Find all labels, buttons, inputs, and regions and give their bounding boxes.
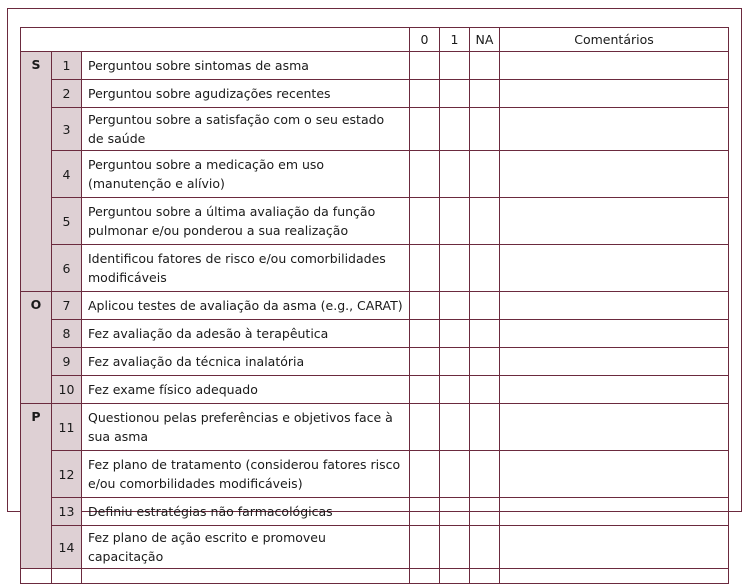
empty-cell xyxy=(410,569,440,584)
na-cell[interactable] xyxy=(470,80,500,108)
empty-cell xyxy=(470,569,500,584)
item-text: Questionou pelas preferências e objetivos face à sua asma xyxy=(82,404,410,451)
score-1-cell[interactable] xyxy=(440,451,470,498)
na-cell[interactable] xyxy=(470,404,500,451)
na-cell[interactable] xyxy=(470,348,500,376)
item-number: 5 xyxy=(52,198,82,245)
checklist-row xyxy=(21,292,729,320)
score-0-cell[interactable] xyxy=(410,320,440,348)
item-text: Perguntou sobre agudizações recentes xyxy=(82,80,410,108)
item-text: Fez plano de ação escrito e promoveu capacitação xyxy=(82,526,410,569)
empty-cell xyxy=(82,569,410,584)
checklist-row xyxy=(21,348,729,376)
checklist-row xyxy=(21,80,729,108)
comments-cell[interactable] xyxy=(500,80,729,108)
checklist-row xyxy=(21,108,729,151)
na-cell[interactable] xyxy=(470,245,500,292)
na-cell[interactable] xyxy=(470,376,500,404)
item-number: 10 xyxy=(52,376,82,404)
score-1-cell[interactable] xyxy=(440,108,470,151)
score-0-cell[interactable] xyxy=(410,498,440,526)
score-1-cell[interactable] xyxy=(440,151,470,198)
score-1-cell[interactable] xyxy=(440,498,470,526)
score-0-cell[interactable] xyxy=(410,245,440,292)
checklist-row xyxy=(21,498,729,526)
comments-cell[interactable] xyxy=(500,348,729,376)
checklist-row xyxy=(21,376,729,404)
comments-cell[interactable] xyxy=(500,108,729,151)
score-1-cell[interactable] xyxy=(440,292,470,320)
header-score-0: 0 xyxy=(410,28,440,52)
category-letter: S xyxy=(21,52,52,292)
na-cell[interactable] xyxy=(470,498,500,526)
item-number: 11 xyxy=(52,404,82,451)
comments-cell[interactable] xyxy=(500,151,729,198)
score-0-cell[interactable] xyxy=(410,451,440,498)
comments-cell[interactable] xyxy=(500,292,729,320)
item-text: Fez avaliação da técnica inalatória xyxy=(82,348,410,376)
score-0-cell[interactable] xyxy=(410,376,440,404)
score-0-cell[interactable] xyxy=(410,151,440,198)
comments-cell[interactable] xyxy=(500,245,729,292)
item-number: 2 xyxy=(52,80,82,108)
na-cell[interactable] xyxy=(470,320,500,348)
score-0-cell[interactable] xyxy=(410,404,440,451)
category-letter: P xyxy=(21,404,52,569)
checklist-row xyxy=(21,245,729,292)
checklist-row xyxy=(21,320,729,348)
header-score-1: 1 xyxy=(440,28,470,52)
comments-cell[interactable] xyxy=(500,451,729,498)
score-1-cell[interactable] xyxy=(440,348,470,376)
score-0-cell[interactable] xyxy=(410,52,440,80)
na-cell[interactable] xyxy=(470,292,500,320)
item-number: 4 xyxy=(52,151,82,198)
header-na: NA xyxy=(470,28,500,52)
comments-cell[interactable] xyxy=(500,320,729,348)
score-0-cell[interactable] xyxy=(410,108,440,151)
score-1-cell[interactable] xyxy=(440,245,470,292)
score-0-cell[interactable] xyxy=(410,198,440,245)
score-1-cell[interactable] xyxy=(440,320,470,348)
item-number: 7 xyxy=(52,292,82,320)
score-1-cell[interactable] xyxy=(440,526,470,569)
item-text: Perguntou sobre sintomas de asma xyxy=(82,52,410,80)
na-cell[interactable] xyxy=(470,108,500,151)
item-number: 13 xyxy=(52,498,82,526)
comments-cell[interactable] xyxy=(500,498,729,526)
na-cell[interactable] xyxy=(470,151,500,198)
na-cell[interactable] xyxy=(470,52,500,80)
header-row xyxy=(21,28,729,52)
item-number: 14 xyxy=(52,526,82,569)
score-0-cell[interactable] xyxy=(410,348,440,376)
item-number: 3 xyxy=(52,108,82,151)
na-cell[interactable] xyxy=(470,198,500,245)
item-text: Perguntou sobre a medicação em uso (manutenção e alívio) xyxy=(82,151,410,198)
comments-cell[interactable] xyxy=(500,526,729,569)
score-1-cell[interactable] xyxy=(440,80,470,108)
item-number: 8 xyxy=(52,320,82,348)
comments-cell[interactable] xyxy=(500,404,729,451)
item-text: Perguntou sobre a satisfação com o seu estado de saúde xyxy=(82,108,410,151)
checklist-row xyxy=(21,52,729,80)
checklist-row xyxy=(21,198,729,245)
item-text: Perguntou sobre a última avaliação da função pulmonar e/ou ponderou a sua realização xyxy=(82,198,410,245)
na-cell[interactable] xyxy=(470,526,500,569)
item-number: 9 xyxy=(52,348,82,376)
checklist-row xyxy=(21,151,729,198)
score-1-cell[interactable] xyxy=(440,376,470,404)
soap-checklist-table xyxy=(20,27,729,584)
score-1-cell[interactable] xyxy=(440,198,470,245)
comments-cell[interactable] xyxy=(500,376,729,404)
score-0-cell[interactable] xyxy=(410,526,440,569)
checklist-row xyxy=(21,404,729,451)
category-letter: O xyxy=(21,292,52,404)
item-text: Definiu estratégias não farmacológicas xyxy=(82,498,410,526)
item-number: 6 xyxy=(52,245,82,292)
item-number: 12 xyxy=(52,451,82,498)
item-text: Aplicou testes de avaliação da asma (e.g., CARAT) xyxy=(82,292,410,320)
item-text: Fez plano de tratamento (considerou fatores risco e/ou comorbilidades modificáveis) xyxy=(82,451,410,498)
score-1-cell[interactable] xyxy=(440,52,470,80)
empty-cell xyxy=(21,569,52,584)
score-0-cell[interactable] xyxy=(410,292,440,320)
header-blank xyxy=(21,28,410,52)
header-comments: Comentários xyxy=(500,28,729,52)
item-text: Fez exame físico adequado xyxy=(82,376,410,404)
empty-row xyxy=(21,569,729,584)
item-number: 1 xyxy=(52,52,82,80)
score-0-cell[interactable] xyxy=(410,80,440,108)
checklist-row xyxy=(21,451,729,498)
empty-cell xyxy=(440,569,470,584)
item-text: Fez avaliação da adesão à terapêutica xyxy=(82,320,410,348)
item-text: Identificou fatores de risco e/ou comorbilidades modificáveis xyxy=(82,245,410,292)
comments-cell[interactable] xyxy=(500,198,729,245)
empty-cell xyxy=(52,569,82,584)
na-cell[interactable] xyxy=(470,451,500,498)
empty-cell xyxy=(500,569,729,584)
comments-cell[interactable] xyxy=(500,52,729,80)
score-1-cell[interactable] xyxy=(440,404,470,451)
checklist-row xyxy=(21,526,729,569)
